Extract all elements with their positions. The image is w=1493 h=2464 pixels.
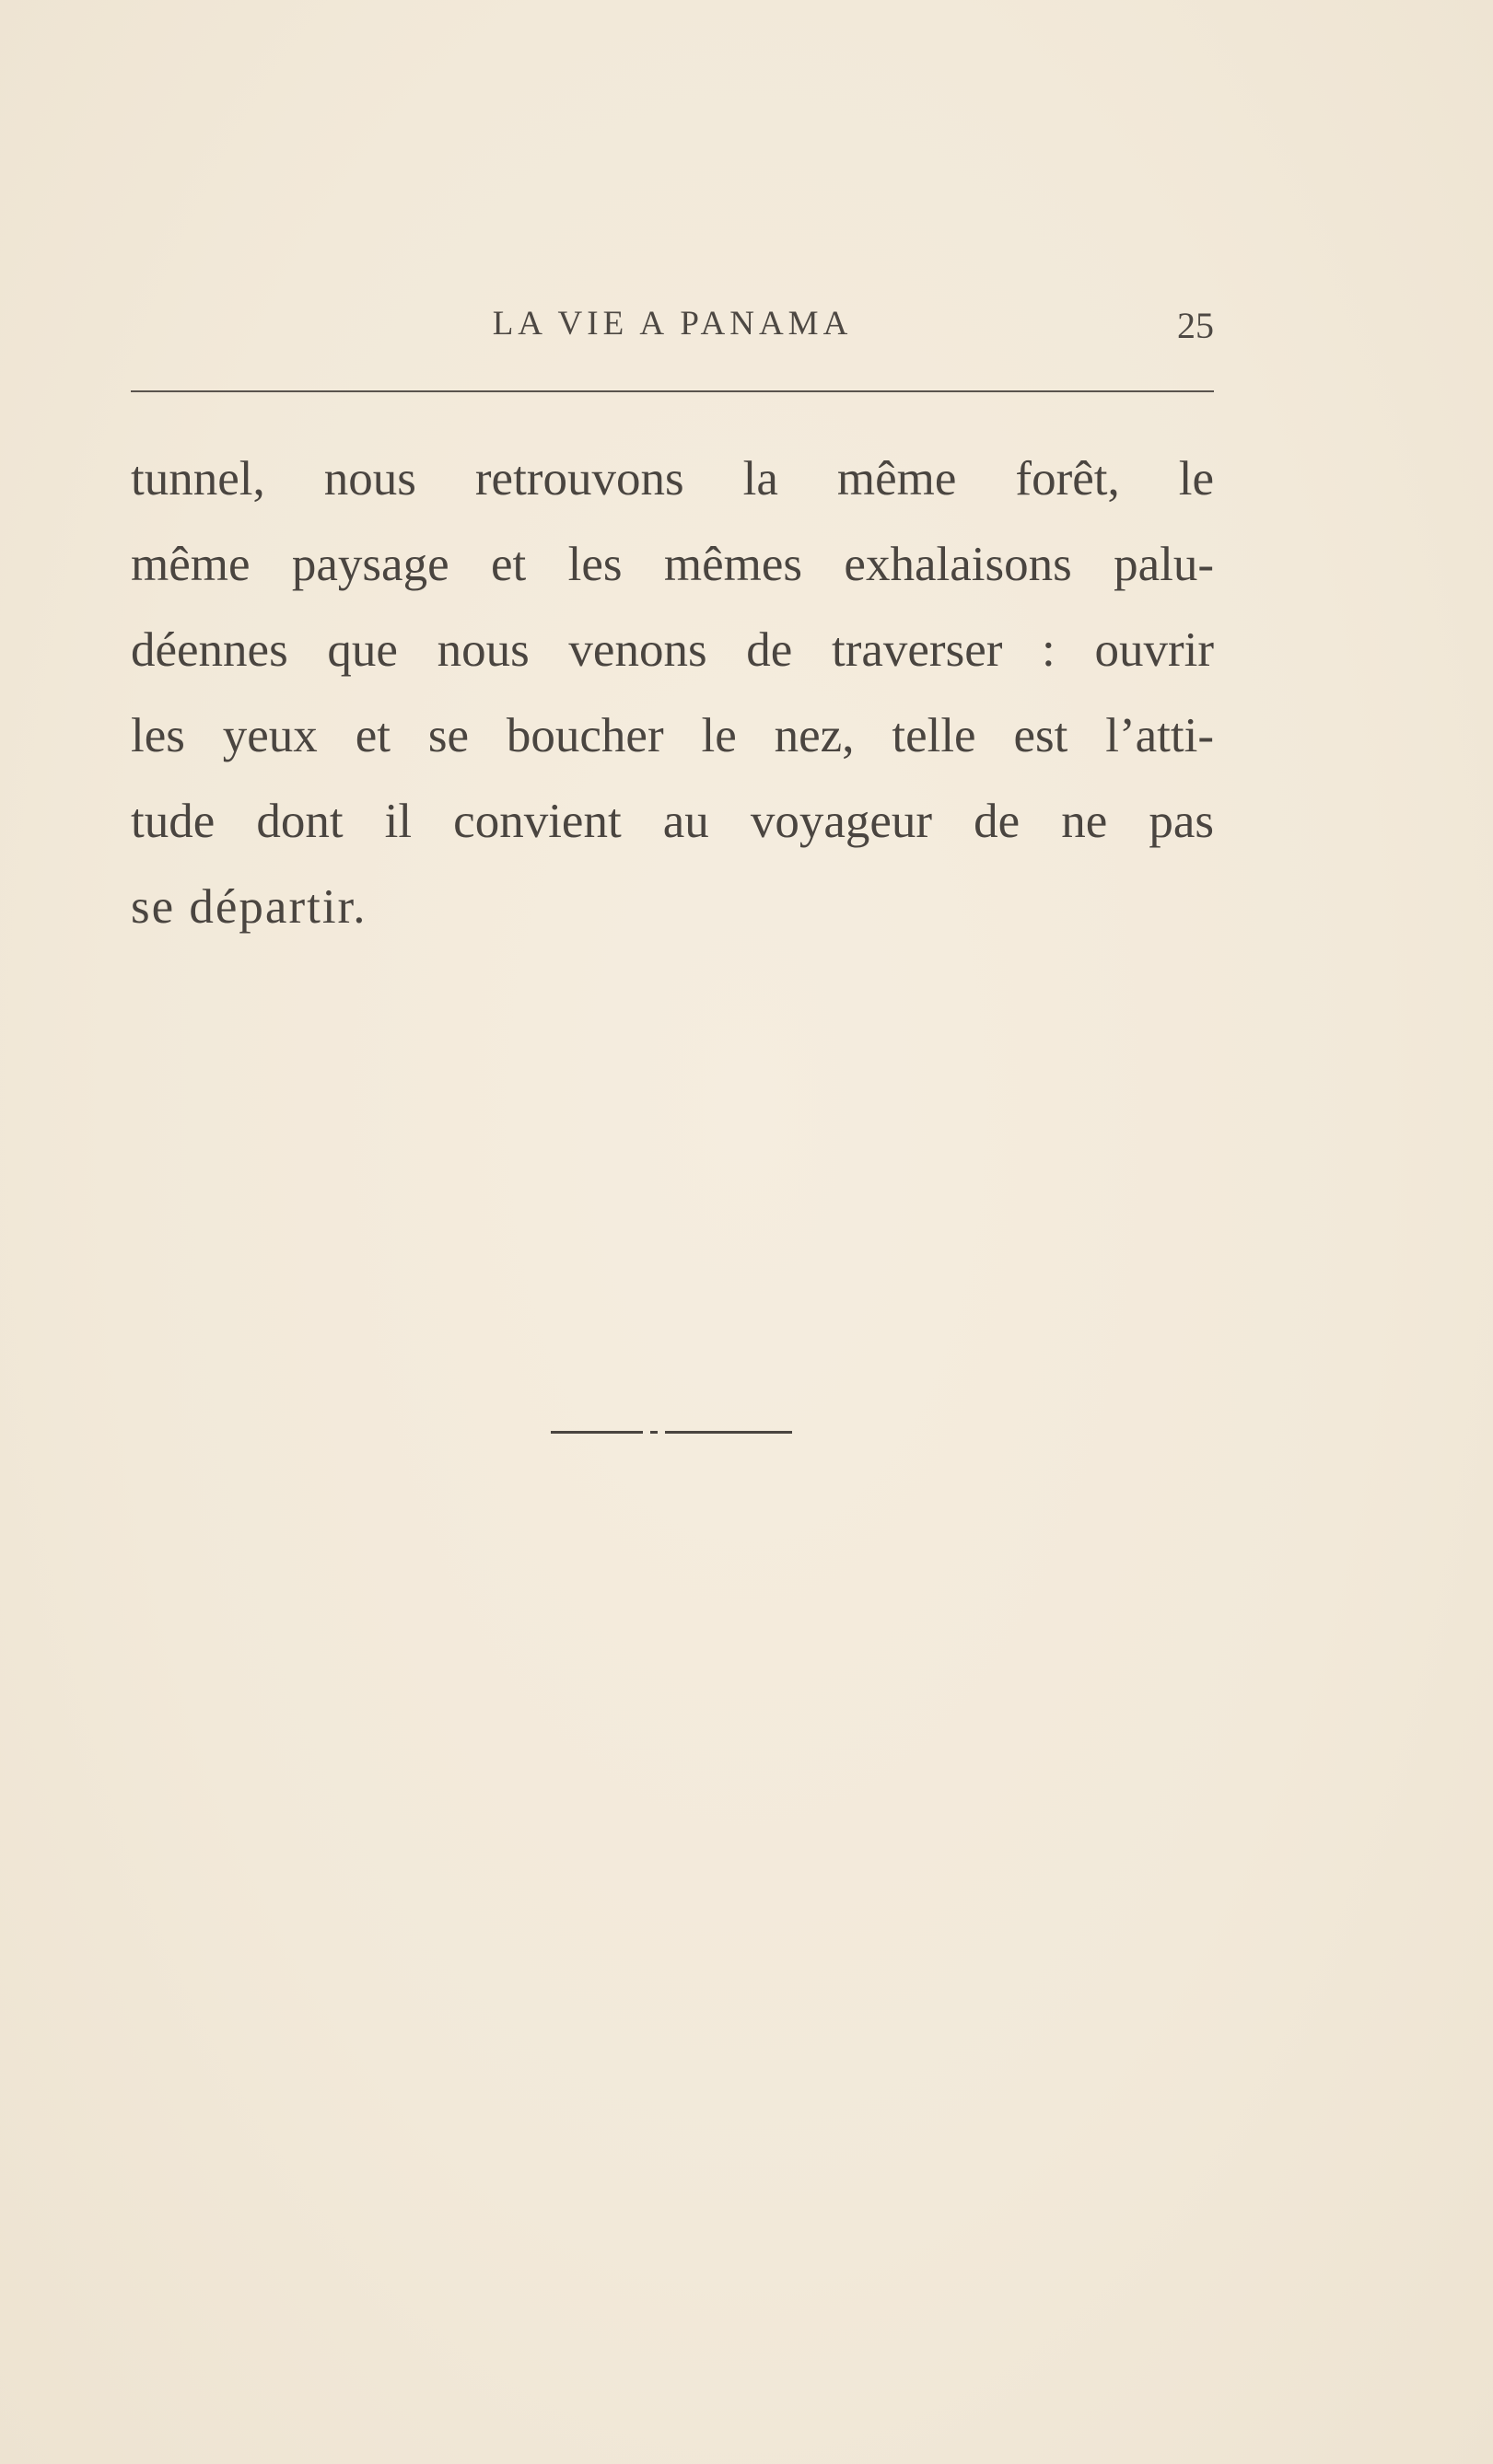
text-line: les yeux et se boucher le nez, telle est l’atti- xyxy=(131,709,1214,762)
text-line: déennes que nous venons de traverser : ouvrir xyxy=(131,623,1214,677)
running-title: LA VIE A PANAMA xyxy=(492,305,853,343)
body-paragraph xyxy=(131,440,1214,954)
page-number: 25 xyxy=(1177,305,1214,346)
text-line: même paysage et les mêmes exhalaisons palu- xyxy=(131,538,1214,591)
header-rule xyxy=(131,390,1214,392)
text-line: tude dont il convient au voyageur de ne pas xyxy=(131,795,1214,848)
end-of-chapter-ornament xyxy=(551,1431,792,1435)
page-header xyxy=(131,304,1214,350)
text-line: tunnel, nous retrouvons la même forêt, le xyxy=(131,452,1214,506)
text-line: se départir. xyxy=(131,880,367,934)
